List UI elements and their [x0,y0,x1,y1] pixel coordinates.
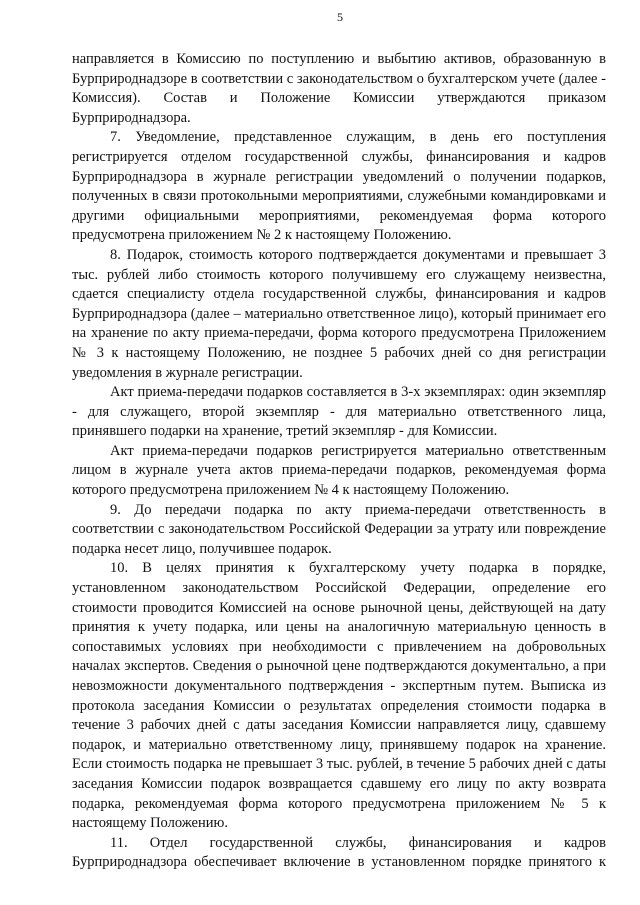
paragraph-commission-continuation: направляется в Комиссию по поступлению и выбытию активов, образованную в Бурприроднадзоре в соответствии с законодательством о бухгалтерском учете (далее - Комиссия). Состав и Положение Комиссии утверждаются приказом Бурприроднадзора. [72,51,606,126]
paragraph-11-inclusion: 11. Отдел государственной службы, финансирования и кадров Бурприроднадзора обеспечивает включение в установленном порядке принятого к [72,834,606,871]
paragraph-act-copies: Акт приема-передачи подарков составляется в 3-х экземплярах: один экземпляр - для служащего, второй экземпляр - для материально ответственного лица, принявшего подарки на хранение, третий экземпляр - для Комиссии. [72,384,606,440]
paragraph-9-responsibility: 9. До передачи подарка по акту приема-передачи ответственность в соответствии с законодательством Российской Федерации за утрату или повреждение подарка несет лицо, получившее подарок. [72,501,606,557]
paragraph-10-gift-valuation: 10. В целях принятия к бухгалтерскому учету подарка в порядке, установленном законодательством Российской Федерации, определение его стоимости проводится Комиссией на основе рыночной цены, действующей на дату принятия к учету подарка, или цены на аналогичную материальную ценность в сопоставимых условиях при необходимости с привлечением на добровольных началах экспертов. Сведения о рыночной цене подтверждаются документально, а при невозможности документального подтверждения - экспертным путем. Выписка из протокола заседания Комиссии о результатах определения стоимости подарка в течение 3 рабочих дней с даты заседания Комиссии направляется лицу, сдавшему подарок, и материально ответственному лицу, принявшему подарок на хранение. Если стоимость подарка не превышает 3 тыс. рублей, в течение 5 рабочих дней с даты заседания Комиссии подарок возвращается сдавшему его лицу по акту возврата подарка, рекомендуемая форма которого предусмотрена приложением № 5 к настоящему Положению. [72,560,606,832]
page-number: 5 [337,10,343,24]
paragraph-8-gift-handover: 8. Подарок, стоимость которого подтверждается документами и превышает 3 тыс. рублей либо стоимость которого получившему его служащему неизвестна, сдается специалисту отдела государственной службы, финансирования и кадров Бурприроднадзора (далее – материально ответственное лицо), который принимает его на хранение по акту приема-передачи, форма которого предусмотрена Приложением № 3 к настоящему Положению, не позднее 5 рабочих дней со дня регистрации уведомления в журнале регистрации. [72,246,606,381]
paragraph-7-notification-registration: 7. Уведомление, представленное служащим, в день его поступления регистрируется отделом государственной службы, финансирования и кадров Бурприроднадзора в журнале регистрации уведомлений о получении подарков, полученных в связи протокольными мероприятиями, служебными командировками и другими официальными мероприятиями, рекомендуемая форма которого предусмотрена приложением № 2 к настоящему Положению. [72,129,606,244]
paragraph-act-registration: Акт приема-передачи подарков регистрируется материально ответственным лицом в журнале учета актов приема-передачи подарков, рекомендуемая форма которого предусмотрена приложением № 4 к настоящему Положению. [72,442,606,499]
document-body [72,50,606,873]
